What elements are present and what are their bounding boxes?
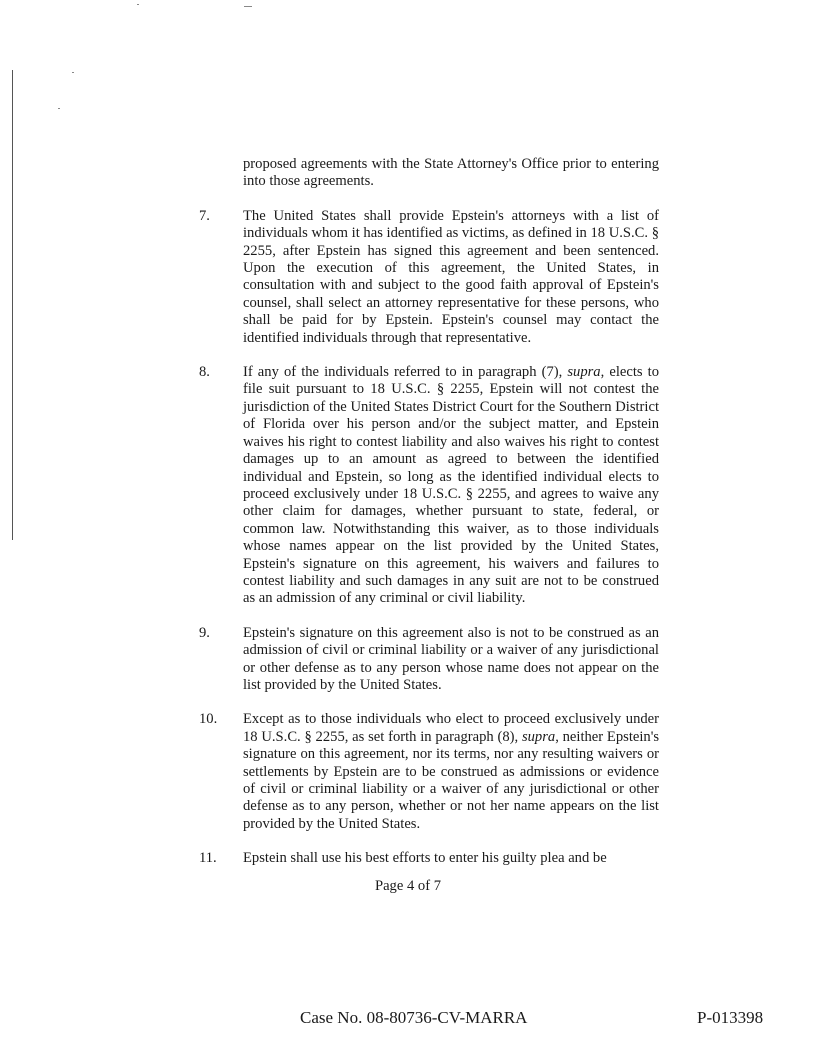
scan-speck [244,6,252,7]
paragraph-number: 10. [199,711,218,728]
scan-artifact-line [12,70,13,540]
paragraph-8 [199,364,659,608]
paragraph-10 [199,711,659,833]
paragraph-number: 9. [199,624,210,641]
paragraph-number: 8. [199,364,210,381]
paragraph-11 [199,850,659,867]
paragraph-7 [199,208,659,347]
page-number: Page 4 of 7 [374,878,442,894]
paragraph-number: 7. [199,207,210,224]
scan-speck [58,108,60,109]
paragraph-text: Except as to those individuals who elect to proceed exclusively under 18 U.S.C. § 2255, as set forth in paragraph (8), supra, neither Epstein's signature on this agreement, nor its terms, nor any resulting waivers or settlements by Epstein are to be construed as admissions or evidence of civil or criminal liability or a waiver of any jurisdictional or other defense as to any person, whether or not her name appears on the list provided by the United States. [243,711,660,832]
continued-paragraph-text: proposed agreements with the State Attorney's Office prior to entering into those agreements. [243,156,659,190]
paragraph-text: Epstein's signature on this agreement also is not to be construed as an admission of civil or criminal liability or a waiver of any jurisdictional or other defense as to any person whose name does not appear on the list provided by the United States. [243,624,659,693]
paragraph-text: The United States shall provide Epstein's attorneys with a list of individuals whom it has identified as victims, as defined in 18 U.S.C. § 2255, after Epstein has signed this agreement and been sentenced. Upon the execution of this agreement, the United States, in consultation with and subject to the good faith approval of Epstein's counsel, shall select an attorney representative for these persons, who shall be paid for by Epstein. Epstein's counsel may contact the identified individuals through that representative. [243,207,659,346]
scan-speck [137,4,139,5]
scan-speck [72,72,74,73]
paragraph-number: 11. [199,850,217,867]
paragraph-text: Epstein shall use his best efforts to enter his guilty plea and be [243,850,607,867]
document-body [199,156,659,868]
bates-number: P-013398 [697,1008,764,1027]
case-number: Case No. 08-80736-CV-MARRA [300,1008,528,1027]
paragraph-text: If any of the individuals referred to in paragraph (7), supra, elects to file suit pursuant to 18 U.S.C. § 2255, Epstein will not contest the jurisdiction of the United States District Court for the Southern District of Florida over his person and/or the subject matter, and Epstein waives his right to contest liability and also waives his right to contest damages up to an amount as agreed to between the identified individual and Epstein, so long as the identified individual elects to proceed exclusively under 18 U.S.C. § 2255, and agrees to waive any other claim for damages, whether pursuant to state, federal, or common law. Notwithstanding this waiver, as to those individuals whose names appear on the list provided by the United States, Epstein's signature on this agreement, his waivers and failures to contest liability and such damages in any suit are not to be construed as an admission of any criminal or civil liability. [243,364,659,607]
paragraph-9 [199,625,659,695]
